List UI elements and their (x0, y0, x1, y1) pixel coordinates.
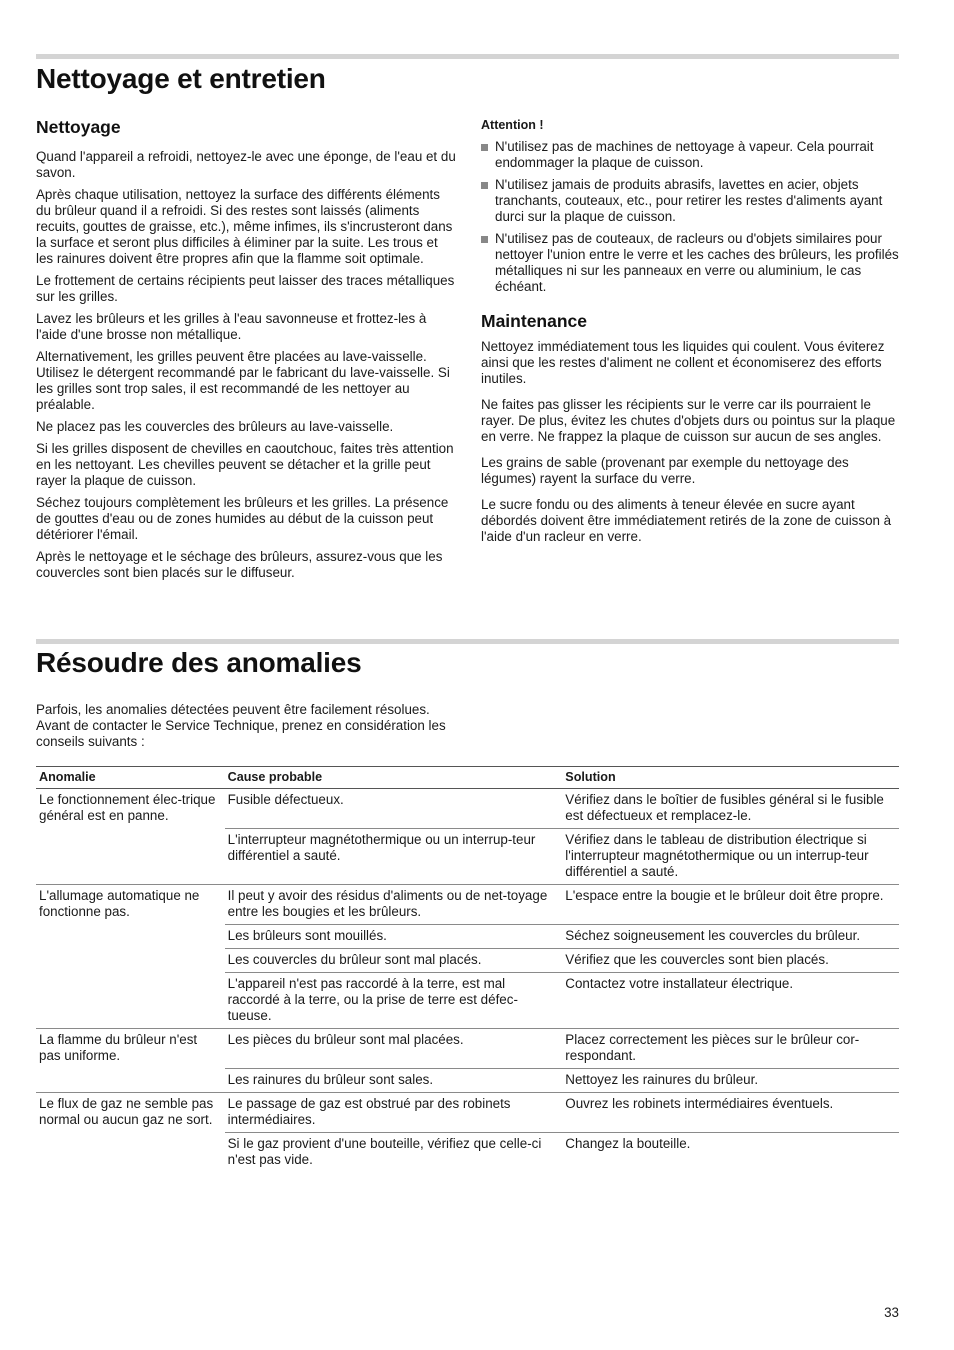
cause-cell: Les couvercles du brûleur sont mal placés. (225, 949, 563, 973)
table-row (36, 1093, 899, 1133)
section-title-nettoyage-entretien: Nettoyage et entretien (36, 63, 326, 94)
cause-cell: Le passage de gaz est obstrué par des robinets intermédiaires. (225, 1093, 563, 1133)
section-divider (36, 54, 899, 59)
cause-cell: Si le gaz provient d'une bouteille, vérifiez que celle-ci n'est pas vide. (227, 1136, 542, 1167)
nettoyage-column (36, 117, 456, 587)
paragraph: Le sucre fondu ou des aliments à teneur élevée en sucre ayant débordés doivent être immédiatement retirés de la zone de cuisson à l'aide d'un racleur en verre. (481, 497, 892, 544)
cause-cell: Les pièces du brûleur sont mal placées. (225, 1029, 563, 1069)
paragraph: Ne faites pas glisser les récipients sur le verre car ils pourraient le rayer. De plus, évitez les chutes d'objets durs ou pointus sur la plaque en verre. Ne frappez la plaque de cuisson sur aucun de ses angles. (481, 397, 896, 444)
paragraph: Après le nettoyage et le séchage des brûleurs, assurez-vous que les couvercles sont bien placés sur le diffuseur. (36, 549, 443, 580)
solution-cell: Placez correctement les pièces sur le brûleur cor-respondant. (562, 1029, 899, 1069)
cause-cell: Les brûleurs sont mouillés. (225, 925, 563, 949)
page-number: 33 (884, 1305, 899, 1320)
list-item: N'utilisez jamais de produits abrasifs, lavettes en acier, objets tranchants, couteaux, etc., pour retirer les restes d'aliments ayant durci sur la plaque de cuisson. (481, 177, 899, 225)
paragraph: Lavez les brûleurs et les grilles à l'eau savonneuse et frottez-les à l'aide d'une brosse non métallique. (36, 311, 427, 342)
troubleshooting-table (36, 766, 899, 1172)
paragraph: Après chaque utilisation, nettoyez la surface des différents éléments du brûleur quand il a refroidi. Si des restes sont laissés (aliments recuits, gouttes de graisse, etc.), même infimes, ils s'incrusteront dans la surface et seront plus difficiles à éliminer par la suite. Les trous et les rainures doivent être propres afin que la flamme soit optimale. (36, 187, 453, 266)
paragraph: Nettoyez immédiatement tous les liquides qui coulent. Vous éviterez ainsi que les restes d'aliment ne collent et économiserez des efforts inutiles. (481, 339, 885, 386)
table-row (36, 885, 899, 925)
bullet-square-icon (481, 144, 488, 151)
paragraph: Alternativement, les grilles peuvent être placées au lave-vaisselle. Utilisez le détergent recommandé par le fabricant du lave-vaisselle. Si les grilles sont trop sales, il est recommandé de les nettoyer au préalable. (36, 349, 450, 412)
list-item: N'utilisez pas de couteaux, de racleurs ou d'objets similaires pour nettoyer l'union entre le verre et les caches des brûleurs, les profilés métalliques ni sur les panneaux en verre ou aluminium, le cas échéant. (481, 231, 899, 295)
paragraph: Les grains de sable (provenant par exemple du nettoyage des légumes) rayent la surface du verre. (481, 455, 849, 486)
column-header-cause: Cause probable (225, 767, 563, 789)
solution-cell: Changez la bouteille. (565, 1136, 691, 1151)
troubleshooting-intro: Parfois, les anomalies détectées peuvent être facilement résolues. Avant de contacter le Service Technique, prenez en considération les conseils suivants : (36, 702, 446, 749)
solution-cell: Vérifiez dans le boîtier de fusibles général si le fusible est défectueux et remplacez-le. (562, 789, 899, 829)
attention-maintenance-column (481, 117, 899, 551)
table-row (36, 1029, 899, 1069)
table-row (36, 789, 899, 829)
attention-list (481, 139, 899, 295)
paragraph: Quand l'appareil a refroidi, nettoyez-le avec une éponge, de l'eau et du savon. (36, 149, 456, 180)
solution-cell: Vérifiez que les couvercles sont bien placés. (562, 949, 899, 973)
cause-cell: Il peut y avoir des résidus d'aliments ou de net-toyage entre les bougies et les brûleurs. (225, 885, 563, 925)
cause-cell: L'appareil n'est pas raccordé à la terre, est mal raccordé à la terre, ou la prise de terre est défec-tueuse. (225, 973, 563, 1029)
heading-nettoyage: Nettoyage (36, 117, 121, 137)
cause-cell: Fusible défectueux. (225, 789, 563, 829)
paragraph: Si les grilles disposent de chevilles en caoutchouc, faites très attention en les nettoyant. Les chevilles peuvent se détacher et la grille peut rayer la plaque de cuisson. (36, 441, 454, 488)
column-header-anomalie: Anomalie (36, 767, 225, 789)
paragraph: Le frottement de certains récipients peut laisser des traces métalliques sur les grilles. (36, 273, 455, 304)
paragraph: Séchez toujours complètement les brûleurs et les grilles. La présence de gouttes d'eau ou de zones humides au début de la cuisson peut détériorer l'émail. (36, 495, 449, 542)
bullet-square-icon (481, 182, 488, 189)
attention-label: Attention ! (481, 118, 544, 132)
anomaly-cell: Le flux de gaz ne semble pas normal ou aucun gaz ne sort. (39, 1096, 214, 1127)
section-divider (36, 639, 899, 644)
anomaly-cell: La flamme du brûleur n'est pas uniforme. (36, 1029, 225, 1093)
solution-cell: Nettoyez les rainures du brûleur. (562, 1069, 899, 1093)
solution-cell: Contactez votre installateur électrique. (562, 973, 899, 1029)
anomaly-cell: Le fonctionnement élec-trique général est en panne. (36, 789, 225, 885)
bullet-square-icon (481, 236, 488, 243)
list-item: N'utilisez pas de machines de nettoyage à vapeur. Cela pourrait endommager la plaque de cuisson. (481, 139, 899, 171)
solution-cell: L'espace entre la bougie et le brûleur doit être propre. (562, 885, 899, 925)
column-header-solution: Solution (562, 767, 899, 789)
solution-cell: Vérifiez dans le tableau de distribution électrique si l'interrupteur magnétothermique ou un interrup-teur différentiel a sauté. (562, 829, 899, 885)
cause-cell: Les rainures du brûleur sont sales. (225, 1069, 563, 1093)
heading-maintenance: Maintenance (481, 311, 587, 331)
table-header-row (36, 767, 899, 789)
paragraph: Ne placez pas les couvercles des brûleurs au lave-vaisselle. (36, 419, 394, 434)
section-title-resoudre-anomalies: Résoudre des anomalies (36, 647, 362, 678)
cause-cell: L'interrupteur magnétothermique ou un interrup-teur différentiel a sauté. (225, 829, 563, 885)
anomaly-cell: L'allumage automatique ne fonctionne pas. (36, 885, 225, 1029)
solution-cell: Ouvrez les robinets intermédiaires éventuels. (562, 1093, 899, 1133)
solution-cell: Séchez soigneusement les couvercles du brûleur. (562, 925, 899, 949)
